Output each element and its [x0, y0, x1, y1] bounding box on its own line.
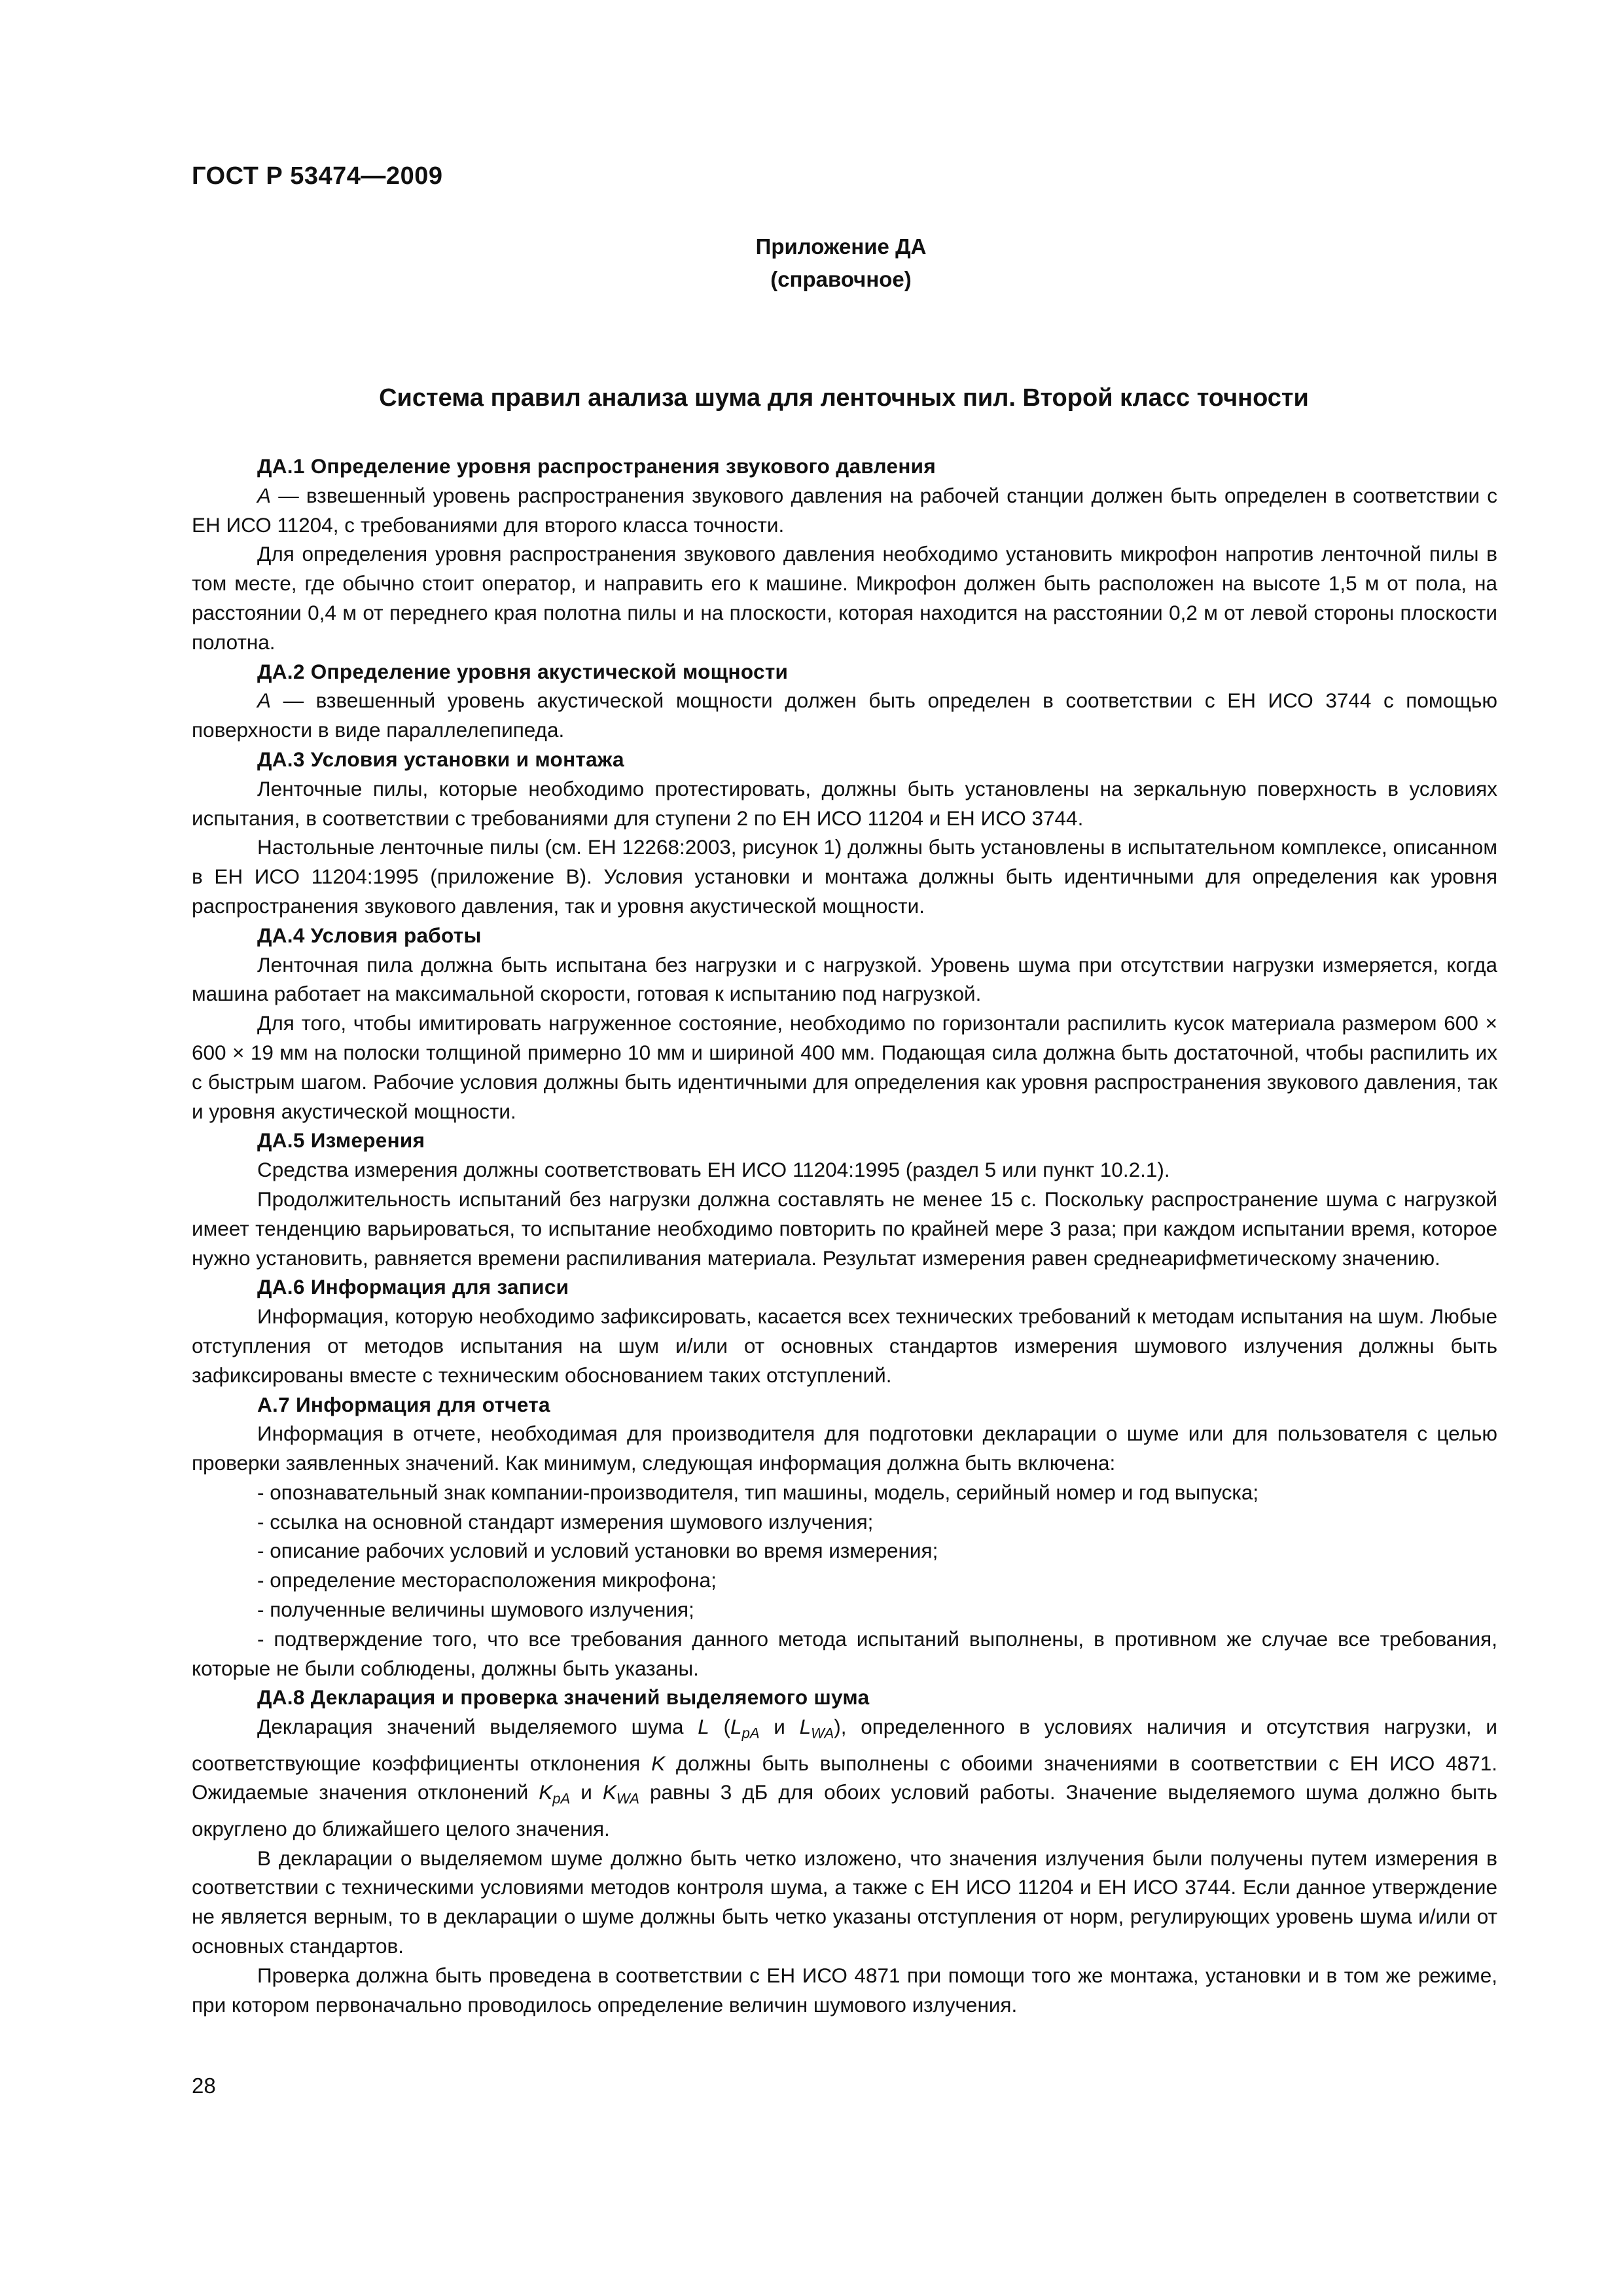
- paragraph: Информация, которую необходимо зафиксировать, касается всех технических требований к методам испытания на шум. Любые отступления от методов испытания на шум и/или от основных стандартов измерения шумового излучения должны быть зафиксированы вместе с техническим обоснованием таких отступлений.: [192, 1304, 1497, 1387]
- list-item: - подтверждение того, что все требования данного метода испытаний выполнены, в противном же случае все требования, которые не были соблюдены, должны быть указаны.: [192, 1626, 1497, 1680]
- page-number: 28: [192, 2073, 216, 2098]
- document-header: ГОСТ Р 53474—2009: [192, 162, 443, 190]
- paragraph-text: — взвешенный уровень распространения звукового давления на рабочей станции должен быть определен в соответствии с ЕН ИСО 11204, с требованиями для второго класса точности.: [192, 483, 1497, 537]
- section-heading-a7: А.7 Информация для отчета: [257, 1392, 550, 1416]
- annex-label: Приложение ДА: [755, 234, 927, 259]
- section-heading-da3: ДА.3 Условия установки и монтажа: [257, 747, 624, 771]
- symbol-lwa: L: [799, 1715, 812, 1739]
- paragraph: [192, 481, 1497, 540]
- section-heading-da4: ДА.4 Условия работы: [257, 923, 482, 947]
- list-item: - определение месторасположения микрофона;: [257, 1568, 717, 1592]
- page-title: Система правил анализа шума для ленточных пил. Второй класс точности: [379, 384, 1309, 412]
- text-run: и: [759, 1715, 800, 1739]
- symbol-kwa: K: [602, 1780, 616, 1804]
- section-heading-da2: ДА.2 Определение уровня акустической мощности: [257, 659, 789, 683]
- annex-heading: [0, 230, 1623, 296]
- paragraph: Ленточная пила должна быть испытана без нагрузки и с нагрузкой. Уровень шума при отсутствии нагрузки измеряется, когда машина работает на максимальной скорости, готовая к испытанию под нагрузкой.: [192, 952, 1497, 1006]
- symbol-lpa: L: [730, 1715, 742, 1739]
- paragraph-text: — взвешенный уровень акустической мощности должен быть определен в соответствии с ЕН ИСО 3744 с помощью поверхности в виде параллелепипеда.: [192, 689, 1497, 742]
- paragraph: Ленточные пилы, которые необходимо протестировать, должны быть установлены на зеркальную поверхность в условиях испытания, в соответствии с требованиями для ступени 2 по ЕН ИСО 11204 и ЕН ИСО 3744.: [192, 776, 1497, 830]
- section-heading-da8: ДА.8 Декларация и проверка значений выделяемого шума: [257, 1685, 870, 1710]
- variable-a: А: [257, 483, 272, 507]
- annex-status: (справочное): [770, 267, 912, 291]
- paragraph: [192, 1712, 1497, 1843]
- paragraph: [192, 686, 1497, 745]
- text-run: равны 3 дБ для обоих условий работы. Значение выделяемого шума должно быть округлено до ближайшего целого значения.: [192, 1780, 1497, 1840]
- paragraph: Проверка должна быть проведена в соответствии с ЕН ИСО 4871 при помощи того же монтажа, установки и в том же режиме, при котором первоначально проводилось определение величин шумового излучения.: [192, 1963, 1497, 2017]
- paragraph: Средства измерения должны соответствовать ЕН ИСО 11204:1995 (раздел 5 или пункт 10.2.1).: [257, 1158, 1170, 1182]
- text-run: Декларация значений выделяемого шума: [257, 1715, 698, 1739]
- list-item: - полученные величины шумового излучения;: [257, 1598, 694, 1622]
- paragraph: Информация в отчете, необходимая для производителя для подготовки декларации о шуме или для пользователя с целью проверки заявленных значений. Как минимум, следующая информация должна быть включена:: [192, 1422, 1497, 1475]
- text-run: ), определенного в условиях наличия и отсутствия нагрузки, и соответствующие коэффициенты отклонения: [192, 1715, 1498, 1775]
- document-body: [192, 452, 1497, 2019]
- list-item: - ссылка на основной стандарт измерения шумового излучения;: [257, 1509, 874, 1534]
- symbol-kpa: K: [539, 1780, 553, 1804]
- symbol-l: L: [698, 1715, 709, 1739]
- subscript-pa: pA: [741, 1725, 760, 1742]
- section-heading-da1: ДА.1 Определение уровня распространения звукового давления: [257, 454, 936, 478]
- paragraph: Для определения уровня распространения звукового давления необходимо установить микрофон напротив ленточной пилы в том месте, где обычно стоит оператор, и направить его к машине. Микрофон должен быть расположен на высоте 1,5 м от пола, на расстоянии 0,4 м от переднего края полотна пилы и на плоскости, которая находится на расстоянии 0,2 м от левой стороны плоскости полотна.: [192, 542, 1497, 654]
- list-item: - описание рабочих условий и условий установки во время измерения;: [257, 1539, 938, 1563]
- list-item: - опознавательный знак компании-производителя, тип машины, модель, серийный номер и год выпуска;: [257, 1480, 1259, 1504]
- subscript-wa: WA: [616, 1791, 639, 1808]
- symbol-k: K: [651, 1751, 666, 1775]
- paragraph: Настольные ленточные пилы (см. ЕН 12268:2003, рисунок 1) должны быть установлены в испытательном комплексе, описанном в ЕН ИСО 11204:1995 (приложение В). Условия установки и монтажа должны быть идентичными для определения как уровня распространения звукового давления, так и уровня акустической мощности.: [192, 835, 1497, 918]
- subscript-wa: WA: [811, 1725, 834, 1742]
- variable-a: А: [257, 689, 272, 713]
- paragraph: В декларации о выделяемом шуме должно быть четко изложено, что значения излучения были получены путем измерения в соответствии с техническими условиями методов контроля шума, а также с ЕН ИСО 11204 и ЕН ИСО 3744. Если данное утверждение не является верным, то в декларации о шуме должны быть четко указаны отступления от норм, регулирующих уровень шума и/или от основных стандартов.: [192, 1846, 1497, 1958]
- text-run: и: [570, 1780, 603, 1804]
- subscript-pa: pA: [552, 1791, 571, 1808]
- paragraph: Продолжительность испытаний без нагрузки должна составлять не менее 15 с. Поскольку распространение шума с нагрузкой имеет тенденцию варьироваться, то испытание необходимо повторить по крайней мере 3 раза; при каждом испытании время, которое нужно установить, равняется времени распиливания материала. Результат измерения равен среднеарифметическому значению.: [192, 1187, 1497, 1270]
- text-run: (: [709, 1715, 731, 1739]
- section-heading-da6: ДА.6 Информация для записи: [257, 1275, 569, 1299]
- section-heading-da5: ДА.5 Измерения: [257, 1128, 425, 1153]
- text-run: должны быть выполнены с обоими значениями в соответствии с ЕН ИСО 4871. Ожидаемые значения отклонений: [192, 1751, 1497, 1804]
- paragraph: Для того, чтобы имитировать нагруженное состояние, необходимо по горизонтали распилить кусок материала размером 600 × 600 × 19 мм на полоски толщиной примерно 10 мм и шириной 400 мм. Подающая сила должна быть достаточной, чтобы распилить их с быстрым шагом. Рабочие условия должны быть идентичными для определения как уровня распространения звукового давления, так и уровня акустической мощности.: [192, 1011, 1497, 1123]
